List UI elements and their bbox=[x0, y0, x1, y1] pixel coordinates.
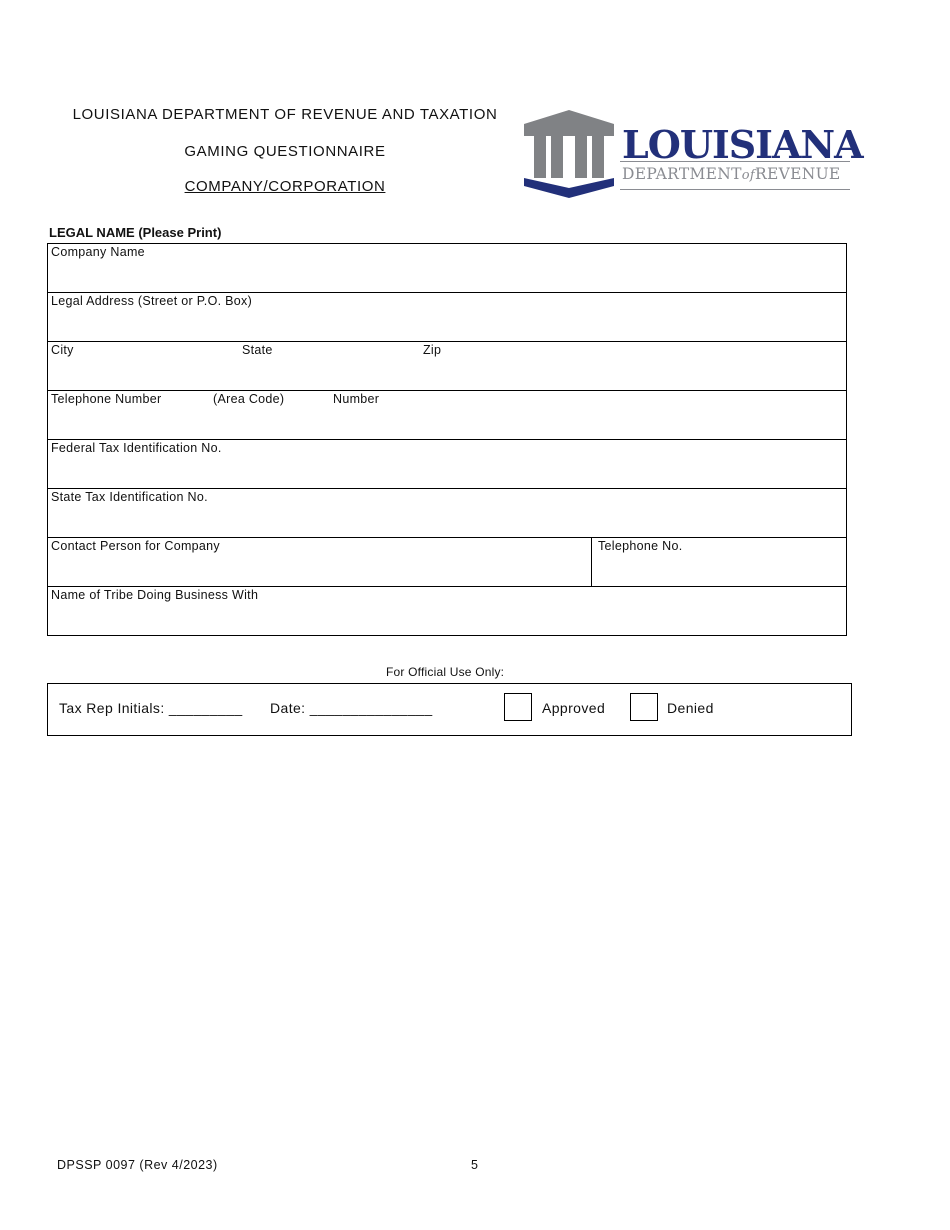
zip-label: Zip bbox=[423, 343, 442, 357]
tax-rep-initials-field[interactable]: Tax Rep Initials: _________ bbox=[59, 700, 243, 716]
form-subtitle-text: COMPANY/CORPORATION bbox=[184, 178, 386, 195]
city-label: City bbox=[51, 343, 74, 357]
legal-address-label: Legal Address (Street or P.O. Box) bbox=[51, 294, 253, 308]
area-code-label: (Area Code) bbox=[213, 392, 285, 406]
approved-label: Approved bbox=[542, 700, 606, 716]
state-label: State bbox=[242, 343, 273, 357]
form-title: GAMING QUESTIONNAIRE bbox=[184, 143, 386, 160]
logo-subtitle-post: REVENUE bbox=[755, 165, 841, 183]
logo-subtitle-pre: DEPARTMENT bbox=[622, 165, 742, 183]
company-name-field[interactable] bbox=[48, 244, 846, 293]
page-number: 5 bbox=[471, 1158, 479, 1172]
contact-person-label: Contact Person for Company bbox=[51, 539, 220, 553]
tribe-name-label: Name of Tribe Doing Business With bbox=[51, 588, 259, 602]
form-number: DPSSP 0097 (Rev 4/2023) bbox=[57, 1158, 218, 1172]
official-use-box bbox=[47, 683, 852, 736]
legal-name-label: LEGAL NAME (Please Print) bbox=[49, 225, 222, 240]
company-name-label: Company Name bbox=[51, 245, 145, 259]
approved-checkbox[interactable] bbox=[504, 693, 532, 721]
department-title: LOUISIANA DEPARTMENT OF REVENUE AND TAXATION bbox=[72, 106, 498, 123]
logo-wordmark: LOUISIANA bbox=[622, 122, 863, 167]
federal-tax-id-label: Federal Tax Identification No. bbox=[51, 441, 222, 455]
state-tax-id-field[interactable] bbox=[48, 489, 846, 538]
contact-telephone-label: Telephone No. bbox=[598, 539, 683, 553]
state-tax-id-label: State Tax Identification No. bbox=[51, 490, 208, 504]
logo-rule-bottom bbox=[620, 189, 850, 190]
contact-divider bbox=[591, 538, 592, 586]
federal-tax-id-field[interactable] bbox=[48, 440, 846, 489]
denied-checkbox[interactable] bbox=[630, 693, 658, 721]
telephone-row[interactable] bbox=[48, 391, 846, 440]
official-use-heading: For Official Use Only: bbox=[386, 665, 505, 679]
louisiana-dor-logo bbox=[524, 110, 863, 202]
logo-rule-top bbox=[620, 161, 850, 162]
city-state-zip-row[interactable] bbox=[48, 342, 846, 391]
contact-row[interactable] bbox=[48, 538, 846, 587]
number-label: Number bbox=[333, 392, 380, 406]
tribe-name-field[interactable] bbox=[48, 587, 846, 635]
telephone-number-label: Telephone Number bbox=[51, 392, 162, 406]
logo-subtitle bbox=[622, 165, 841, 183]
date-field[interactable]: Date: _______________ bbox=[270, 700, 433, 716]
denied-label: Denied bbox=[667, 700, 714, 716]
legal-address-field[interactable] bbox=[48, 293, 846, 342]
capitol-building-icon bbox=[524, 110, 614, 200]
logo-subtitle-of: of bbox=[741, 168, 756, 183]
form-subtitle bbox=[50, 178, 520, 195]
legal-info-form bbox=[47, 243, 847, 636]
